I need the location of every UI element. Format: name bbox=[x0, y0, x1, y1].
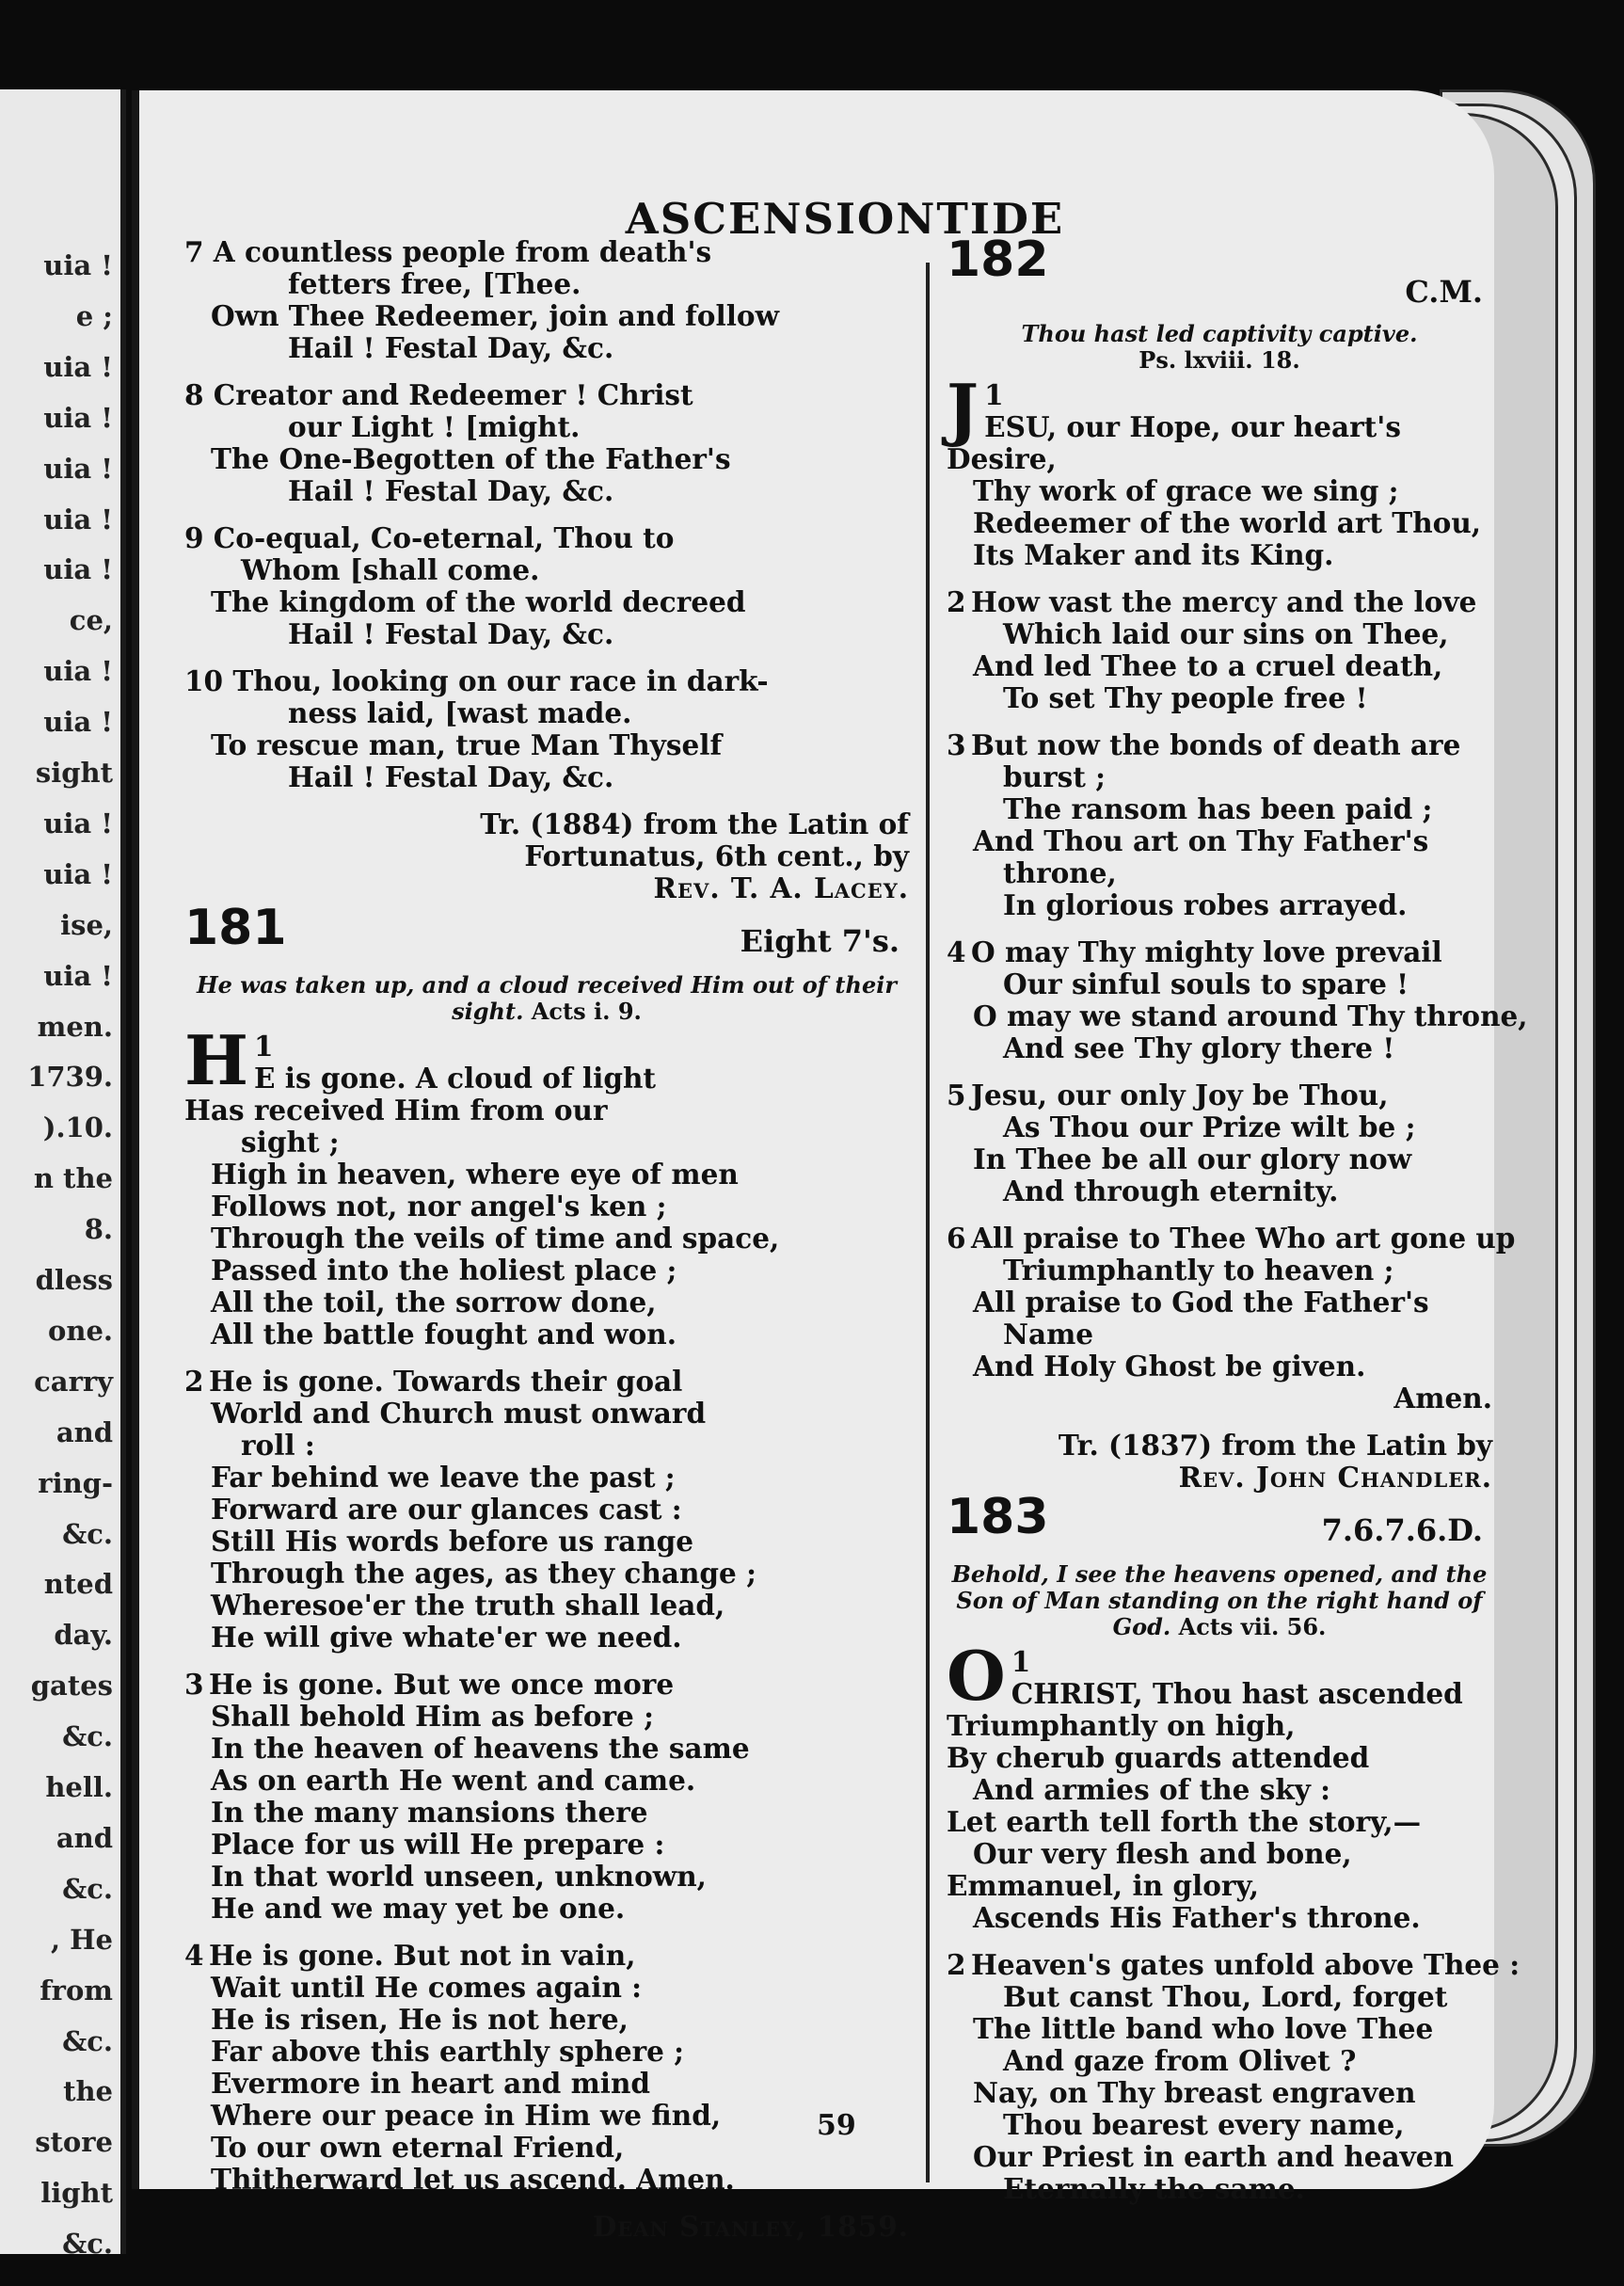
verse-line: burst ; bbox=[1003, 760, 1107, 793]
verse-line: Let earth tell forth the story,— bbox=[947, 1805, 1422, 1838]
verse-line: In the many mansions there bbox=[211, 1796, 648, 1829]
verse-line: And through eternity. bbox=[1003, 1175, 1339, 1207]
facing-page-text: ce, bbox=[69, 604, 113, 637]
facing-page-text: &c. bbox=[62, 2228, 113, 2254]
verse-line: The kingdom of the world decreed bbox=[211, 585, 746, 618]
verse-line: 7 A countless people from death's bbox=[184, 235, 712, 268]
verse-line: The little band who love Thee bbox=[973, 2012, 1434, 2045]
hymn-meter: C.M. bbox=[1405, 274, 1483, 310]
verse-line: Which laid our sins on Thee, bbox=[1003, 617, 1449, 650]
scripture-epigraph bbox=[947, 321, 1492, 374]
verse-line: Where our peace in Him we find, bbox=[211, 2099, 722, 2132]
verse-number: 1 bbox=[254, 1030, 274, 1063]
verse-line: Triumphantly to heaven ; bbox=[1003, 1254, 1394, 1287]
stanza bbox=[184, 522, 909, 650]
verse-line: High in heaven, where eye of men bbox=[211, 1158, 739, 1191]
verse-line: 8 Creator and Redeemer ! Christ bbox=[184, 378, 693, 411]
verse-line bbox=[947, 1079, 1492, 1111]
facing-page-text: , He bbox=[50, 1923, 113, 1956]
verse-line: Far above this earthly sphere ; bbox=[211, 2035, 685, 2068]
hymn-number: 181 bbox=[184, 900, 287, 956]
verse-line: He and we may yet be one. bbox=[211, 1892, 626, 1925]
hymn-181 bbox=[184, 900, 909, 2243]
running-head: ASCENSIONTIDE bbox=[625, 194, 1065, 244]
verse-line: Hail ! Festal Day, &c. bbox=[288, 331, 614, 364]
stanza bbox=[184, 379, 909, 507]
facing-page-fragment bbox=[0, 89, 126, 2254]
facing-page-text: e ; bbox=[75, 299, 113, 332]
verse-line: And Holy Ghost be given. bbox=[973, 1350, 1366, 1383]
verse-line: CHRIST, Thou hast ascended bbox=[1011, 1677, 1463, 1710]
facing-page-text: the bbox=[63, 2075, 113, 2108]
facing-page-text: dless bbox=[35, 1264, 113, 1296]
verse-line: throne, bbox=[1003, 856, 1117, 889]
verse-line: Desire, bbox=[947, 442, 1057, 475]
verse-line: Ascends His Father's throne. bbox=[973, 1901, 1421, 1934]
verse-line: Our sinful souls to spare ! bbox=[1003, 967, 1409, 1000]
verse-line: Follows not, nor angel's ken ; bbox=[211, 1190, 667, 1223]
verse-line: And armies of the sky : bbox=[973, 1773, 1331, 1806]
verse-line bbox=[947, 586, 1492, 618]
verse-line: ness laid, [wast made. bbox=[288, 696, 632, 729]
verse-line: Triumphantly on high, bbox=[947, 1709, 1296, 1742]
verse-line: Emmanuel, in glory, bbox=[947, 1869, 1260, 1902]
stanza bbox=[184, 236, 909, 364]
verse-line: And see Thy glory there ! bbox=[1003, 1031, 1395, 1064]
facing-page-text: sight bbox=[35, 757, 113, 789]
verse-line: Thitherward let us ascend. Amen. bbox=[211, 2163, 735, 2196]
facing-page-text: nted bbox=[43, 1568, 113, 1601]
author-credit: Dean Stanley, 1859. bbox=[592, 2210, 909, 2243]
verse-line: In the heaven of heavens the same bbox=[211, 1732, 750, 1765]
scripture-epigraph bbox=[947, 1561, 1492, 1640]
verse-line: World and Church must onward bbox=[211, 1397, 707, 1430]
hymn-182 bbox=[947, 232, 1528, 1494]
facing-page-text: gates bbox=[30, 1670, 113, 1703]
drop-cap: H bbox=[184, 1020, 249, 1100]
credit-author: Rev. T. A. Lacey. bbox=[653, 871, 909, 904]
verse-line bbox=[947, 1222, 1516, 1255]
verse-line: Nay, on Thy breast engraven bbox=[973, 2076, 1416, 2109]
column-divider bbox=[926, 263, 930, 2182]
stanza bbox=[947, 729, 1492, 921]
verse-line: He is risen, He is not here, bbox=[211, 2003, 629, 2036]
verse-line bbox=[184, 1669, 909, 1701]
verse-line: Its Maker and its King. bbox=[973, 538, 1334, 571]
facing-page-text: uia ! bbox=[43, 401, 113, 434]
verse-text: He is gone. Towards their goal bbox=[209, 1365, 683, 1398]
verse-line: Wait until He comes again : bbox=[211, 1971, 643, 2004]
facing-page-text: uia ! bbox=[43, 807, 113, 839]
verse-line: And led Thee to a cruel death, bbox=[973, 649, 1443, 682]
scripture-epigraph bbox=[184, 972, 909, 1025]
verse-text: But now the bonds of death are bbox=[971, 728, 1461, 761]
verse-line: Thy work of grace we sing ; bbox=[973, 474, 1399, 507]
verse-line: Still His words before us range bbox=[211, 1525, 694, 1558]
stanza bbox=[947, 935, 1528, 1064]
verse-line: Place for us will He prepare : bbox=[211, 1828, 665, 1861]
stanza bbox=[947, 1222, 1516, 1415]
verse-line: Far behind we leave the past ; bbox=[211, 1461, 676, 1494]
facing-page-text: &c. bbox=[62, 1720, 113, 1753]
facing-page-text: &c. bbox=[62, 1872, 113, 1905]
verse-line: To rescue man, true Man Thyself bbox=[211, 728, 723, 761]
verse-text: How vast the mercy and the love bbox=[971, 585, 1477, 618]
stanza bbox=[184, 1940, 909, 2196]
hymn-header bbox=[947, 1489, 1492, 1561]
stanza bbox=[184, 1366, 909, 1654]
translation-credit bbox=[947, 1430, 1492, 1494]
verse-number: 6 bbox=[947, 1222, 966, 1255]
facing-page-text: light bbox=[40, 2177, 113, 2210]
verse-text: Heaven's gates unfold above Thee : bbox=[971, 1948, 1521, 1981]
credit-line: Tr. (1837) from the Latin by bbox=[1058, 1429, 1492, 1462]
verse-line: Shall behold Him as before ; bbox=[211, 1700, 654, 1733]
facing-page-text: and bbox=[56, 1415, 113, 1448]
verse-line bbox=[947, 729, 1492, 761]
verse-line: Passed into the holiest place ; bbox=[211, 1254, 677, 1287]
facing-page-text: 8. bbox=[84, 1213, 113, 1246]
facing-page-text: ring- bbox=[38, 1466, 113, 1499]
facing-page-text: uia ! bbox=[43, 959, 113, 992]
verse-number: 2 bbox=[184, 1365, 204, 1398]
verse-number: 4 bbox=[184, 1939, 204, 1972]
verse-line bbox=[184, 1940, 909, 1972]
verse-line: Own Thee Redeemer, join and follow bbox=[211, 299, 779, 332]
verse-line: As on earth He went and came. bbox=[211, 1764, 696, 1797]
verse-line: Evermore in heart and mind bbox=[211, 2067, 651, 2100]
verse-line: Thou bearest every name, bbox=[1003, 2108, 1405, 2141]
facing-page-text: ise, bbox=[60, 908, 113, 941]
verse-line: The One-Begotten of the Father's bbox=[211, 442, 731, 475]
facing-page-text: and bbox=[56, 1821, 113, 1854]
verse-line: Through the ages, as they change ; bbox=[211, 1557, 756, 1590]
facing-page-text: hell. bbox=[45, 1771, 113, 1803]
verse-text: He is gone. But we once more bbox=[209, 1668, 675, 1701]
verse-line: He will give whate'er we need. bbox=[211, 1621, 682, 1654]
verse-number: 1 bbox=[1011, 1645, 1031, 1678]
facing-page-text: day. bbox=[54, 1619, 113, 1652]
stanza bbox=[184, 1020, 909, 1351]
facing-page-text: n the bbox=[33, 1162, 113, 1195]
facing-page-text: store bbox=[35, 2126, 113, 2159]
stanza bbox=[184, 665, 909, 793]
verse-number: 5 bbox=[947, 1079, 966, 1111]
verse-line: In Thee be all our glory now bbox=[973, 1143, 1412, 1175]
facing-page-text: &c. bbox=[62, 2024, 113, 2057]
hymn-183 bbox=[947, 1489, 1521, 2205]
verse-line: In glorious robes arrayed. bbox=[1003, 888, 1408, 921]
amen-line: Amen. bbox=[1393, 1382, 1492, 1415]
verse-line: fetters free, [Thee. bbox=[288, 267, 581, 300]
facing-page-text: uia ! bbox=[43, 249, 113, 281]
facing-page-text: uia ! bbox=[43, 452, 113, 485]
hymnal-page bbox=[132, 90, 1528, 2243]
facing-page-text: one. bbox=[48, 1314, 113, 1347]
verse-line: Eternally the same. bbox=[1003, 2172, 1305, 2205]
epigraph-text: He was taken up, and a cloud received Him out of their sight. bbox=[197, 971, 897, 1025]
verse-line: And gaze from Olivet ? bbox=[1003, 2044, 1357, 2077]
facing-page-text: uia ! bbox=[43, 350, 113, 383]
verse-number: 2 bbox=[947, 1948, 966, 1981]
facing-page-text: from bbox=[40, 1974, 113, 2006]
verse-line: sight ; bbox=[241, 1126, 340, 1159]
epigraph-reference: Acts vii. 56. bbox=[1178, 1613, 1327, 1640]
verse-line: Hail ! Festal Day, &c. bbox=[288, 617, 614, 650]
verse-line: O may we stand around Thy throne, bbox=[973, 999, 1528, 1032]
verse-number: 3 bbox=[184, 1668, 204, 1701]
verse-line: But canst Thou, Lord, forget bbox=[1003, 1980, 1448, 2013]
verse-line: The ransom has been paid ; bbox=[1003, 792, 1433, 825]
facing-page-text: 1739. bbox=[27, 1061, 113, 1094]
stanza bbox=[947, 1636, 1492, 1934]
epigraph-reference: Ps. lxviii. 18. bbox=[1138, 346, 1300, 374]
facing-page-text: carry bbox=[34, 1365, 113, 1398]
verse-text: O may Thy mighty love prevail bbox=[971, 935, 1442, 968]
facing-page-text: &c. bbox=[62, 1517, 113, 1550]
verse-line: All praise to God the Father's bbox=[973, 1286, 1429, 1319]
verse-number: 1 bbox=[984, 378, 1004, 411]
credit-author: Rev. John Chandler. bbox=[1178, 1461, 1492, 1494]
verse-line: Name bbox=[1003, 1318, 1094, 1351]
facing-page-text: uia ! bbox=[43, 503, 113, 536]
stanza bbox=[947, 1079, 1492, 1207]
stanza bbox=[184, 1669, 909, 1925]
verse-line: roll : bbox=[241, 1429, 315, 1462]
facing-page-text: uia ! bbox=[43, 655, 113, 688]
hymn-180-continuation bbox=[184, 236, 909, 904]
verse-line: our Light ! [might. bbox=[288, 410, 581, 443]
verse-line: ESU, our Hope, our heart's bbox=[984, 410, 1401, 443]
verse-line: Through the veils of time and space, bbox=[211, 1222, 780, 1255]
drop-cap: O bbox=[947, 1636, 1006, 1716]
verse-line: E is gone. A cloud of light bbox=[254, 1062, 657, 1095]
verse-line: All the toil, the sorrow done, bbox=[211, 1286, 657, 1319]
verse-line: Has received Him from our bbox=[184, 1094, 608, 1127]
hymn-meter: 7.6.7.6.D. bbox=[1321, 1512, 1483, 1548]
page-number: 59 bbox=[817, 2109, 856, 2142]
stanza bbox=[947, 586, 1492, 714]
verse-line: Our Priest in earth and heaven bbox=[973, 2140, 1455, 2173]
left-column bbox=[184, 236, 909, 2243]
credit-line: Fortunatus, 6th cent., by bbox=[524, 839, 909, 872]
verse-line: As Thou our Prize wilt be ; bbox=[1003, 1111, 1416, 1143]
facing-page-text: men. bbox=[37, 1010, 113, 1043]
verse-line: Hail ! Festal Day, &c. bbox=[288, 474, 614, 507]
verse-line: Our very flesh and bone, bbox=[973, 1837, 1352, 1870]
right-column bbox=[947, 232, 1528, 2220]
stanza bbox=[947, 369, 1492, 571]
verse-line: Hail ! Festal Day, &c. bbox=[288, 760, 614, 793]
verse-line: 9 Co-equal, Co-eternal, Thou to bbox=[184, 521, 675, 554]
facing-page-text: uia ! bbox=[43, 857, 113, 890]
verse-line: In that world unseen, unknown, bbox=[211, 1860, 707, 1893]
verse-line: To set Thy people free ! bbox=[1003, 681, 1368, 714]
verse-text: He is gone. But not in vain, bbox=[209, 1939, 636, 1972]
verse-line: Wheresoe'er the truth shall lead, bbox=[211, 1589, 725, 1622]
verse-line: Forward are our glances cast : bbox=[211, 1493, 682, 1526]
verse-line: And Thou art on Thy Father's bbox=[973, 824, 1429, 857]
verse-line: Whom [shall come. bbox=[241, 553, 540, 586]
verse-line bbox=[947, 936, 1492, 968]
verse-text: Jesu, our only Joy be Thou, bbox=[971, 1079, 1389, 1111]
verse-line bbox=[184, 1366, 909, 1398]
facing-page-text: uia ! bbox=[43, 706, 113, 739]
hymn-meter: Eight 7's. bbox=[740, 923, 900, 959]
hymn-number: 183 bbox=[947, 1489, 1049, 1545]
hymn-header bbox=[947, 232, 1492, 310]
verse-line: Redeemer of the world art Thou, bbox=[973, 506, 1482, 539]
verse-line: All the battle fought and won. bbox=[211, 1318, 677, 1351]
verse-line: To our own eternal Friend, bbox=[211, 2131, 625, 2164]
drop-cap: J bbox=[947, 369, 979, 449]
stanza bbox=[947, 1948, 1521, 2205]
facing-page-text: ).10. bbox=[42, 1111, 113, 1144]
hymn-header bbox=[184, 900, 909, 972]
epigraph-text: Thou hast led captivity captive. bbox=[1021, 320, 1418, 347]
verse-line: By cherub guards attended bbox=[947, 1741, 1370, 1774]
verse-number: 2 bbox=[947, 585, 966, 618]
hymn-number: 182 bbox=[947, 232, 1049, 288]
verse-text: All praise to Thee Who art gone up bbox=[971, 1222, 1516, 1255]
facing-page-text: uia ! bbox=[43, 553, 113, 586]
verse-number: 4 bbox=[947, 935, 966, 968]
verse-line bbox=[947, 1948, 1521, 1981]
verse-line: 10 Thou, looking on our race in dark- bbox=[184, 664, 769, 697]
translation-credit bbox=[184, 808, 909, 904]
epigraph-reference: Acts i. 9. bbox=[531, 998, 642, 1025]
verse-number: 3 bbox=[947, 728, 966, 761]
epigraph-text: Behold, I see the heavens opened, and the Son of Man standing on the right hand of God. bbox=[951, 1560, 1488, 1640]
credit-line: Tr. (1884) from the Latin of bbox=[480, 807, 909, 840]
